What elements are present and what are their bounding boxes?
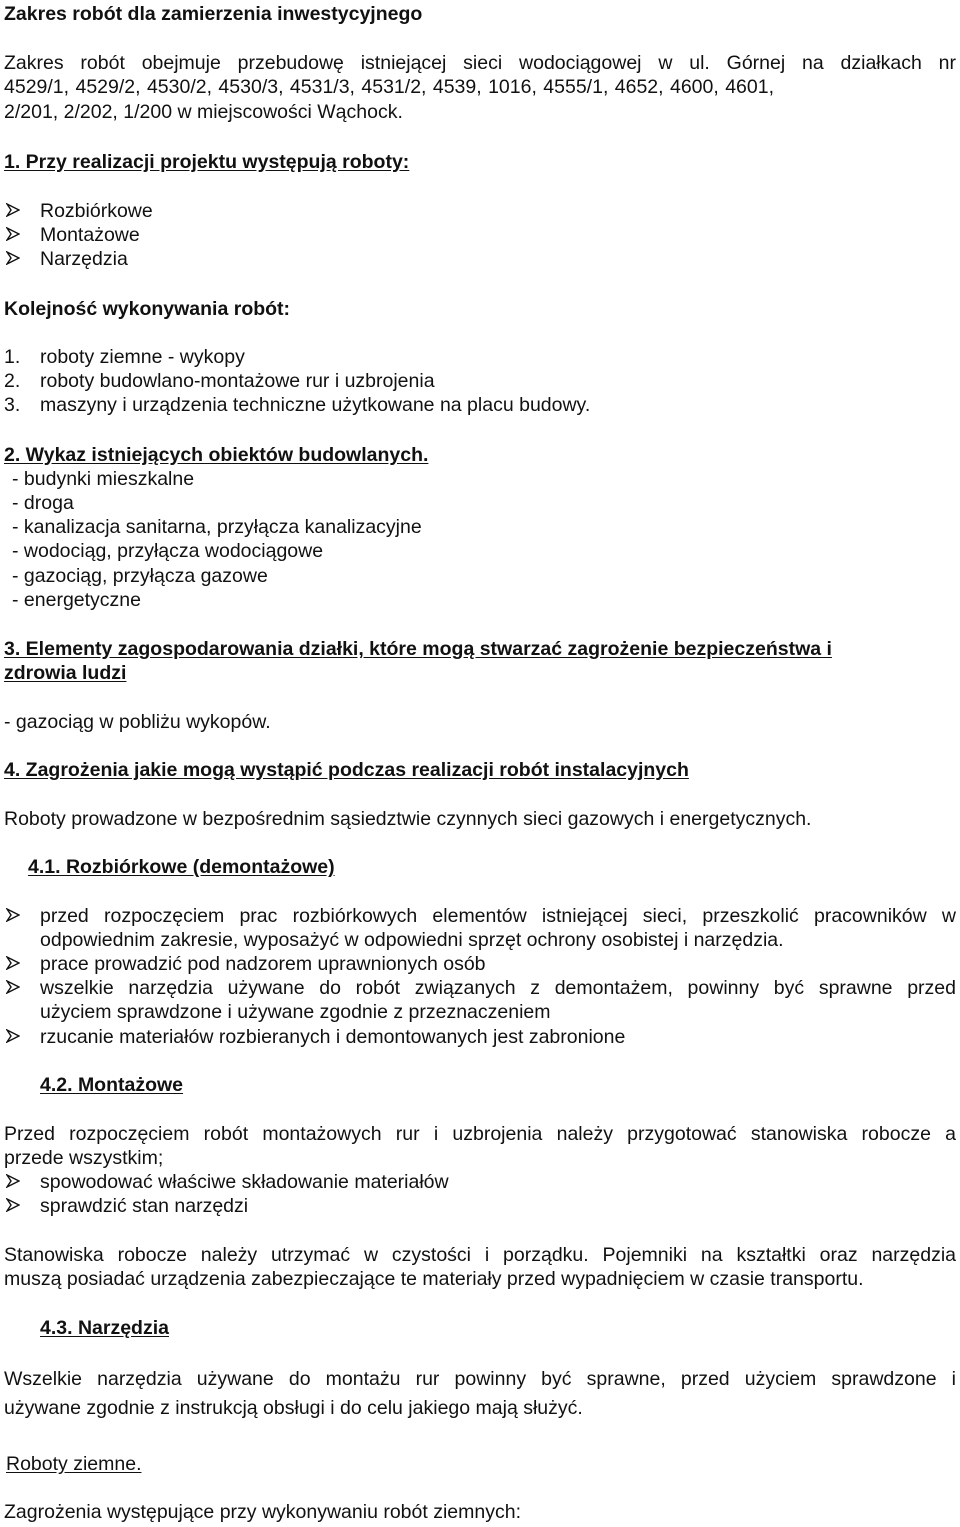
- arrowhead-bullet-icon: [6, 975, 24, 993]
- list-number: 1.: [4, 346, 21, 368]
- bullet-text: rzucanie materiałów rozbieranych i demontowanych jest zabronione: [40, 1026, 626, 1048]
- section-4-text: Roboty prowadzone w bezpośrednim sąsiedztwie czynnych sieci gazowych i energetycznych.: [4, 808, 812, 830]
- bullet-text-cont: użyciem sprawdzone i używane zgodnie z przeznaczeniem: [40, 1001, 551, 1023]
- earthworks-heading: Roboty ziemne.: [6, 1453, 142, 1475]
- order-heading: Kolejność wykonywania robót:: [4, 298, 291, 320]
- section-1-heading: 1. Przy realizacji projektu występują roboty:: [4, 151, 410, 173]
- list-item: - budynki mieszkalne: [12, 468, 195, 490]
- list-item: - gazociąg, przyłącza gazowe: [12, 565, 268, 587]
- bullet-text: prace prowadzić pod nadzorem uprawnionych osób: [40, 953, 486, 975]
- paragraph-line: Przed rozpoczęciem robót montażowych rur i uzbrojenia należy przygotować stanowiska robocze a: [4, 1123, 956, 1145]
- paragraph-line-cont: muszą posiadać urządzenia zabezpieczające te materiały przed wypadnięciem w czasie transportu.: [4, 1268, 864, 1290]
- section-2-heading: 2. Wykaz istniejących obiektów budowlanych.: [4, 444, 429, 466]
- section-4-heading: 4. Zagrożenia jakie mogą wystąpić podczas realizacji robót instalacyjnych: [4, 759, 689, 781]
- arrowhead-bullet-icon: [6, 1024, 24, 1042]
- arrowhead-bullet-icon: [6, 198, 24, 216]
- bullet-text: wszelkie narzędzia używane do robót związanych z demontażem, powinny być sprawne przed: [40, 977, 956, 999]
- list-item: roboty ziemne - wykopy: [40, 346, 245, 368]
- arrowhead-bullet-icon: [6, 1169, 24, 1187]
- bullet-text: sprawdzić stan narzędzi: [40, 1195, 249, 1217]
- list-item: maszyny i urządzenia techniczne użytkowane na placu budowy.: [40, 394, 591, 416]
- list-number: 2.: [4, 370, 21, 392]
- arrowhead-bullet-icon: [6, 903, 24, 921]
- section-3-text: - gazociąg w pobliżu wykopów.: [4, 711, 271, 733]
- list-item: - droga: [12, 492, 74, 514]
- list-item: Montażowe: [40, 224, 140, 246]
- paragraph-line-cont: przede wszystkim;: [4, 1147, 164, 1169]
- bullet-text-cont: odpowiednim zakresie, wyposażyć w odpowiedni sprzęt ochrony osobistej i narzędzia.: [40, 929, 784, 951]
- list-item: - wodociąg, przyłącza wodociągowe: [12, 540, 324, 562]
- paragraph-line: Wszelkie narzędzia używane do montażu rur powinny być sprawne, przed użyciem sprawdzone i: [4, 1368, 956, 1390]
- section-3-heading-cont: zdrowia ludzi: [4, 662, 127, 684]
- list-item: - kanalizacja sanitarna, przyłącza kanalizacyjne: [12, 516, 422, 538]
- list-item: - energetyczne: [12, 589, 141, 611]
- arrowhead-bullet-icon: [6, 246, 24, 264]
- list-number: 3.: [4, 394, 21, 416]
- arrowhead-bullet-icon: [6, 222, 24, 240]
- subsection-4-3-heading: 4.3. Narzędzia: [40, 1317, 169, 1339]
- subsection-4-2-heading: 4.2. Montażowe: [40, 1074, 184, 1096]
- intro-line-2: 4529/1, 4529/2, 4530/2, 4530/3, 4531/3, 4531/2, 4539, 1016, 4555/1, 4652, 4600, 4601,: [4, 76, 775, 98]
- paragraph-line-cont: używane zgodnie z instrukcją obsługi i do celu jakiego mają służyć.: [4, 1397, 583, 1419]
- bullet-text: przed rozpoczęciem prac rozbiórkowych elementów istniejącej sieci, przeszkolić pracowników w: [40, 905, 956, 927]
- list-item: Narzędzia: [40, 248, 128, 270]
- paragraph-line: Stanowiska robocze należy utrzymać w czystości i porządku. Pojemniki na kształtki oraz narzędzia: [4, 1244, 956, 1266]
- arrowhead-bullet-icon: [6, 951, 24, 969]
- earthworks-text: Zagrożenia występujące przy wykonywaniu robót ziemnych:: [4, 1501, 521, 1523]
- intro-line-1: Zakres robót obejmuje przebudowę istniejącej sieci wodociągowej w ul. Górnej na działkach nr: [4, 52, 956, 74]
- bullet-text: spowodować właściwe składowanie materiałów: [40, 1171, 449, 1193]
- intro-line-3: 2/201, 2/202, 1/200 w miejscowości Wąchock.: [4, 101, 403, 123]
- list-item: roboty budowlano-montażowe rur i uzbrojenia: [40, 370, 435, 392]
- list-item: Rozbiórkowe: [40, 200, 153, 222]
- section-3-heading: 3. Elementy zagospodarowania działki, które mogą stwarzać zagrożenie bezpieczeństwa i: [4, 638, 832, 660]
- document-title: Zakres robót dla zamierzenia inwestycyjnego: [4, 3, 423, 25]
- subsection-4-1-heading: 4.1. Rozbiórkowe (demontażowe): [28, 856, 335, 878]
- arrowhead-bullet-icon: [6, 1193, 24, 1211]
